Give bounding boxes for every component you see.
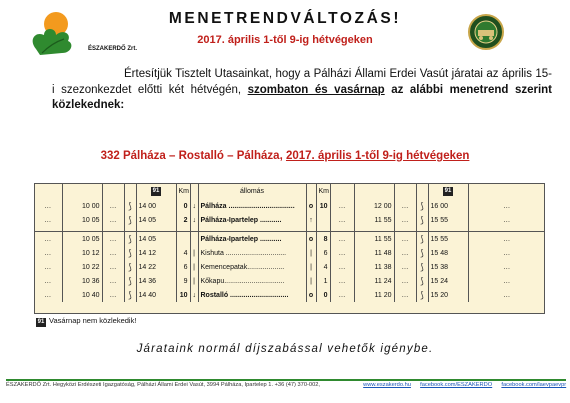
note-text: Vasárnap nem közlekedik!: [49, 316, 137, 325]
website-link[interactable]: www.eszakerdo.hu: [363, 382, 411, 388]
table-row: … 10 36 … ⟆ 14 36 9 | Kőkapu............................... | 1 … 11 24 … ⟆ 15 24 …: [34, 274, 545, 288]
closing-text: Járataink normál díjszabással vehetők igénybe.: [136, 343, 434, 355]
table-row: … 10 05 … ⟆ 14 05 Pálháza-Ipartelep ........... o 8 … 11 55 … ⟆ 15 55 …: [34, 232, 545, 247]
badge-91-right: 91: [444, 187, 452, 194]
route-dates: 2017. április 1-től 9-ig hétvégeken: [285, 150, 470, 162]
intro-underlined: szombaton és vasárnap: [247, 83, 385, 96]
wave-icon: ⟆: [128, 261, 132, 272]
header-km2: Km: [316, 183, 330, 199]
wave-icon: ⟆: [420, 275, 424, 286]
table-row: … 10 40 … ⟆ 14 40 10 ↓ Rostalló .............................. o 0 … 11 20 … ⟆ 15 20 …: [34, 288, 545, 302]
footer-divider: [6, 379, 566, 381]
footer: [6, 382, 566, 388]
wave-icon: ⟆: [128, 247, 132, 258]
table-row: … 10 12 … ⟆ 14 12 4 | Kishuta ............................... | 6 … 11 48 … ⟆ 15 48 …: [34, 246, 545, 260]
intro-text-2: az alábbi menetrend szerint közlekednek:: [52, 83, 553, 111]
timetable-header: [34, 183, 545, 199]
badge-91-note: 91: [37, 319, 45, 325]
logo-text: ÉSZAKERDŐ Zrt.: [88, 46, 138, 52]
wave-icon: ⟆: [128, 214, 132, 225]
header-station: állomás: [198, 183, 306, 199]
wave-icon: ⟆: [420, 289, 424, 300]
route-prefix: 332 Pálháza – Rostalló – Pálháza,: [100, 150, 286, 162]
table-row: … 10 22 … ⟆ 14 22 6 | Kemencepatak................... | 4 … 11 38 … ⟆ 15 38 …: [34, 260, 545, 274]
wave-icon: ⟆: [420, 247, 424, 258]
facebook-link-eszakerdo[interactable]: facebook.com/ESZAKERDO: [420, 382, 493, 388]
page-title: MENETRENDVÁLTOZÁS!: [168, 10, 402, 27]
wave-icon: ⟆: [420, 200, 424, 211]
wave-icon: ⟆: [420, 233, 424, 244]
table-row: … 10 00 … ⟆ 14 00 0 ↓ Pálháza .................................. o 10 … 12 00 … ⟆ 16 00 …: [34, 199, 545, 213]
page-subtitle: 2017. április 1-től 9-ig hétvégeken: [197, 34, 373, 46]
footer-address: ÉSZAKERDŐ Zrt. Hegyközi Erdészeti Igazgatóság, Pálházi Állami Erdei Vasút, 3994 Pálháza, Ipartelep 1. +36 (47) 370-002,: [6, 382, 320, 388]
sunday-note: [36, 316, 136, 327]
wave-icon: ⟆: [420, 214, 424, 225]
wave-icon: ⟆: [128, 200, 132, 211]
wave-icon: ⟆: [128, 289, 132, 300]
wave-icon: ⟆: [128, 233, 132, 244]
table-row: … 10 05 … ⟆ 14 05 2 ↓ Pálháza-Ipartelep ........... ↑ … 11 55 … ⟆ 15 55 …: [34, 213, 545, 227]
intro-paragraph: [52, 67, 552, 114]
header-km: Km: [176, 183, 190, 199]
wave-icon: ⟆: [420, 261, 424, 272]
facebook-link-laev[interactable]: facebook.com/laevpaevpr: [501, 382, 567, 388]
timetable: [34, 183, 545, 302]
wave-icon: ⟆: [128, 275, 132, 286]
route-heading: [0, 150, 570, 162]
badge-91-left: 91: [152, 187, 160, 194]
intro-text-1: Értesítjük Tisztelt Utasainkat, hogy a Pálházi Állami Erdei Vasút járatai az április 15-i szezonkezdet előtti két hétvégén,: [52, 68, 552, 96]
